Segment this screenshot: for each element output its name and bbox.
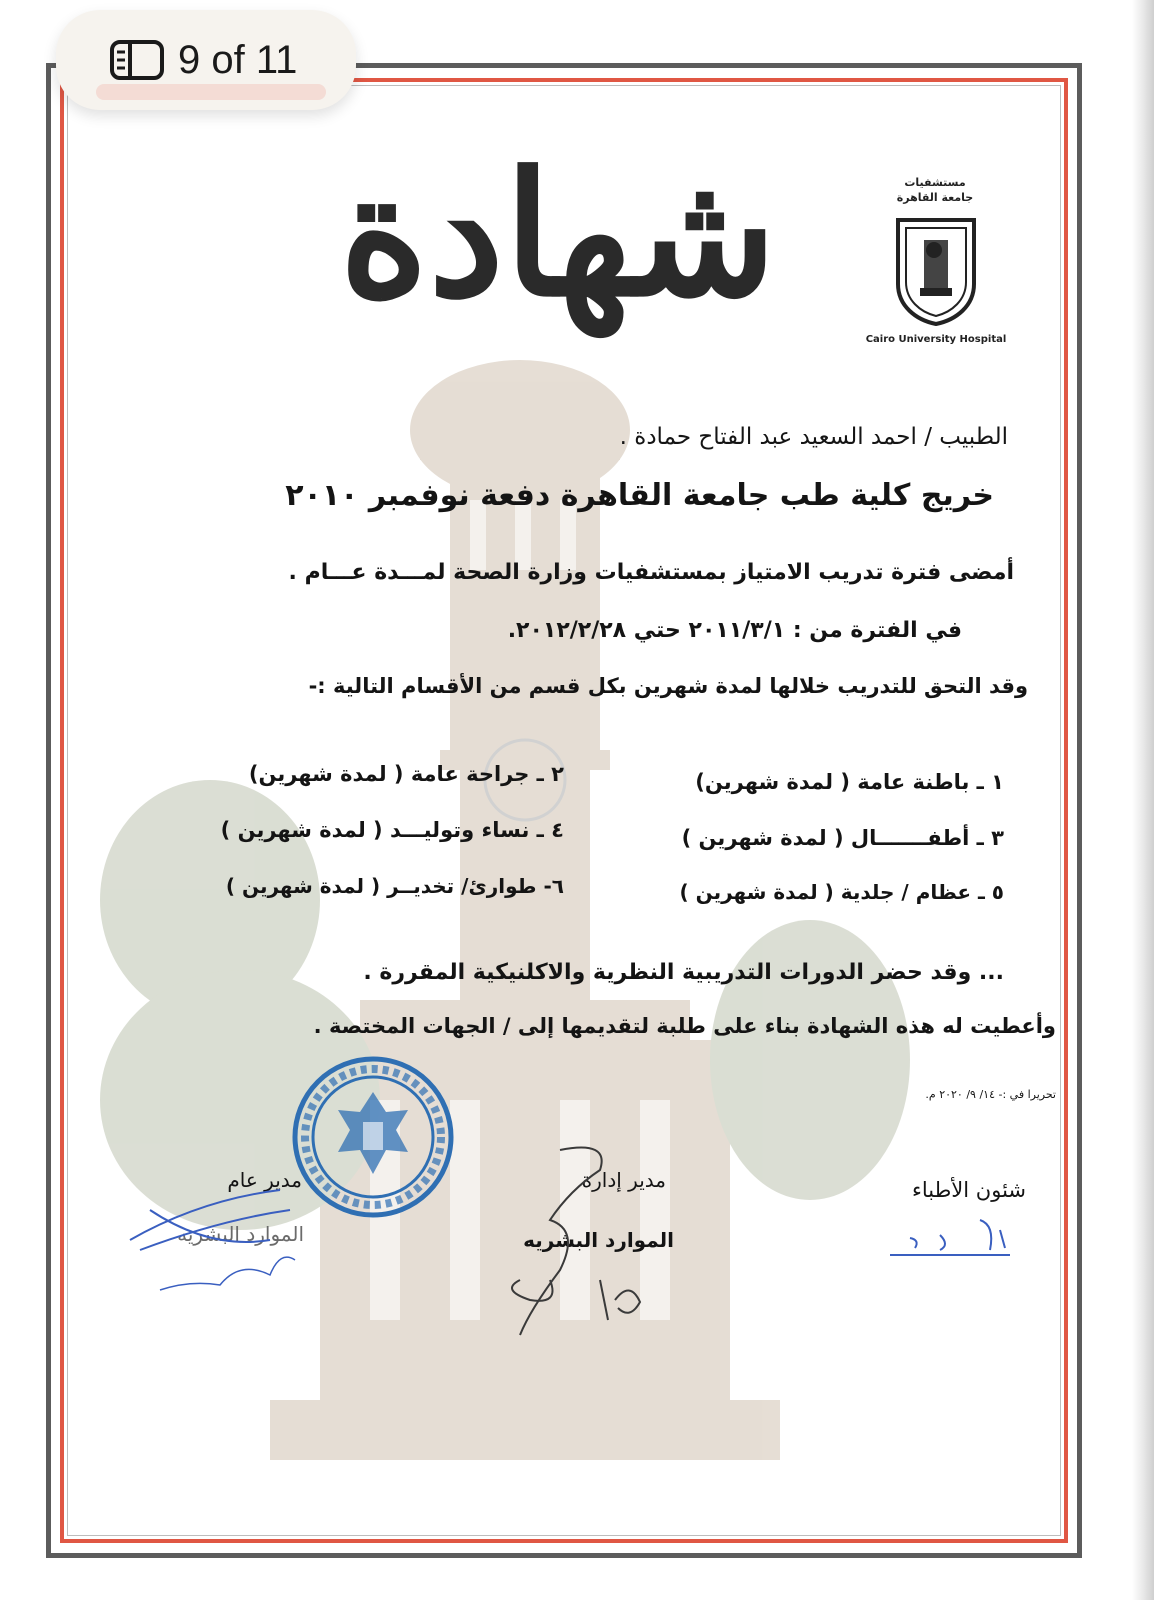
- page-indicator-badge[interactable]: [56, 10, 356, 110]
- badge-glow: [96, 84, 326, 100]
- courses-line: ... وقد حضر الدورات التدريبية النظرية والاكلنيكية المقررة .: [363, 960, 1004, 985]
- graduate-prefix: خريج: [920, 478, 994, 513]
- hr-manager-title-line2: الموارد البشريه: [523, 1228, 674, 1252]
- logo-arc-text: Cairo University Hospital: [865, 334, 1007, 345]
- rotation-item: ٦- طوارئ/ تخديــر ( لمدة شهرين ): [225, 874, 564, 898]
- rotation-item: ٣ ـ أطفـــــــال ( لمدة شهرين ): [681, 826, 1004, 850]
- rotation-item: ١ ـ باطنة عامة ( لمدة شهرين): [695, 770, 1004, 794]
- certificate-title: شهادة: [339, 135, 777, 335]
- issued-line: وأعطيت له هذه الشهادة بناء على طلبة لتقديمها إلى / الجهات المختصة .: [313, 1014, 1056, 1038]
- clock-tower-watermark: [120, 340, 900, 1540]
- doctor-name-line: الطبيب / احمد السعيد عبد الفتاح حمادة .: [619, 424, 1008, 450]
- general-manager-title-line1: مدير عام: [227, 1168, 302, 1192]
- rotation-item: ٥ ـ عظام / جلدية ( لمدة شهرين ): [679, 880, 1004, 904]
- pages-icon: [110, 40, 164, 80]
- page-edge-shadow: [1132, 0, 1154, 1600]
- graduate-detail: كلية طب جامعة القاهرة دفعة نوفمبر ٢٠١٠: [285, 478, 911, 513]
- period-line: في الفترة من : ٢٠١١/٣/١ حتي ٢٠١٢/٢/٢٨.: [507, 618, 962, 643]
- graduate-line: [285, 478, 994, 513]
- general-manager-title-line2: الموارد البشريه: [177, 1222, 304, 1246]
- official-eagle-stamp: [288, 1052, 458, 1222]
- hospital-name-text: مستشفيات جامعة القاهرة: [896, 176, 974, 204]
- rotation-item: ٢ ـ جراحة عامة ( لمدة شهرين): [248, 762, 564, 786]
- rotation-item: ٤ ـ نساء وتوليـــد ( لمدة شهرين ): [220, 818, 564, 842]
- rotations-intro: وقد التحق للتدريب خلالها لمدة شهرين بكل قسم من الأقسام التالية :-: [308, 674, 1028, 698]
- issue-date-line: تحريرا في :- ١٤/ ٩/ ٢٠٢٠ م.: [925, 1088, 1056, 1101]
- internship-line: أمضى فترة تدريب الامتياز بمستشفيات وزارة الصحة لمـــدة عـــام .: [288, 560, 1014, 585]
- hr-manager-title-line1: مدير إدارة: [581, 1168, 666, 1192]
- physicians-affairs-label: شئون الأطباء: [911, 1178, 1026, 1202]
- cairo-university-hospital-logo: [865, 214, 1007, 354]
- page-indicator-text: 9 of 11: [178, 38, 298, 82]
